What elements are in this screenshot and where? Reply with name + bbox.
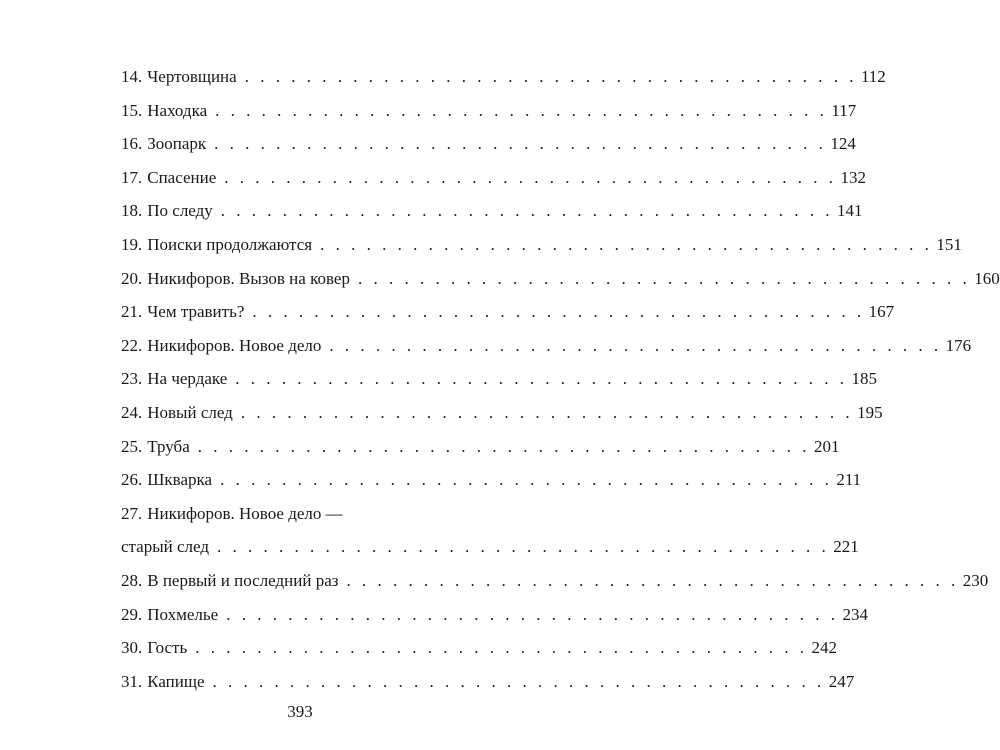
dot-leader: . . . . . . . . . . . . . . . . . . . . . . . . . . . . . . . . . . . . . . . . [217,537,830,557]
toc-entry-number: 23. [121,369,143,389]
dot-leader: . . . . . . . . . . . . . . . . . . . . . . . . . . . . . . . . . . . . . . . . [226,604,839,624]
dot-leader: . . . . . . . . . . . . . . . . . . . . . . . . . . . . . . . . . . . . . . . . [195,638,808,658]
toc-entry-title: Спасение [147,167,217,187]
toc-entry-page: 185 [851,369,878,389]
toc-line [121,598,868,632]
toc-entry [121,60,886,94]
toc-entry-number: 27. [121,503,143,523]
toc-entry [121,194,863,228]
toc-line [121,497,448,531]
toc-entry-number: 22. [121,335,143,355]
toc-entry [121,631,837,665]
dot-leader: . . . . . . . . . . . . . . . . . . . . . . . . . . . . . . . . . . . . . . . . [252,302,865,322]
toc-line [121,530,859,564]
toc-entry-page: 176 [945,335,972,355]
toc-line [121,60,886,94]
toc-entry [121,497,859,564]
dot-leader: . . . . . . . . . . . . . . . . . . . . . . . . . . . . . . . . . . . . . . . . [320,234,933,254]
toc-entry [121,94,857,128]
table-of-contents [121,60,1000,698]
toc-entry-number: 14. [121,67,143,86]
toc-line [121,564,989,598]
toc-line [121,228,962,262]
toc-entry-title: Шкварка [147,470,213,490]
toc-line [121,295,895,329]
toc-entry [121,430,840,464]
toc-entry [121,161,867,195]
toc-entry-page: 221 [833,537,859,557]
toc-entry-page: 201 [813,436,840,456]
toc-line [121,94,857,128]
dot-leader: . . . . . . . . . . . . . . . . . . . . . . . . . . . . . . . . . . . . . . . . [235,369,848,389]
toc-line [121,329,972,363]
toc-entry-page: 234 [842,604,868,624]
toc-line [121,396,883,430]
toc-entry-title: В первый и последний раз [147,570,339,590]
toc-entry [121,396,883,430]
toc-entry-title: старый след [121,537,209,557]
toc-line [121,194,863,228]
toc-entry-number: 30. [121,638,143,658]
toc-entry-title: Новый след [147,402,233,422]
toc-entry-number: 31. [121,671,143,691]
toc-entry-page: 141 [837,201,863,221]
toc-line [121,463,862,497]
toc-line [121,430,840,464]
toc-entry-number: 24. [121,402,143,422]
toc-line [121,127,856,161]
toc-entry-title: Чем травить? [147,302,245,322]
toc-entry-number: 29. [121,604,143,624]
toc-entry-number: 15. [121,100,143,120]
dot-leader: . . . . . . . . . . . . . . . . . . . . . . . . . . . . . . . . . . . . . . . . [357,268,971,288]
toc-entry-title: Гость [147,638,188,658]
dot-leader: . . . . . . . . . . . . . . . . . . . . . . . . . . . . . . . . . . . . . . . . [224,167,837,187]
toc-entry [121,262,1000,296]
toc-entry [121,329,972,363]
toc-entry [121,127,856,161]
toc-entry-page: 242 [811,638,837,658]
toc-entry-title: Поиски продолжаются [147,234,313,254]
dot-leader: . . . . . . . . . . . . . . . . . . . . . . . . . . . . . . . . . . . . . . . . [197,436,810,456]
toc-entry-title: Чертовщина [147,67,237,86]
toc-entry-page: 211 [836,470,862,490]
toc-entry [121,463,862,497]
toc-entry-title: Похмелье [147,604,219,624]
dot-leader: . . . . . . . . . . . . . . . . . . . . . . . . . . . . . . . . . . . . . . . . [329,335,942,355]
toc-entry-number: 21. [121,302,143,322]
toc-entry-title: Никифоров. Новое дело [147,335,322,355]
dot-leader: . . . . . . . . . . . . . . . . . . . . . . . . . . . . . . . . . . . . . . . . [214,134,827,154]
toc-line [121,631,837,665]
toc-entry-title: Труба [147,436,190,456]
toc-entry-title: Зоопарк [147,134,207,154]
toc-entry-page: 247 [828,671,855,691]
toc-entry-title: Находка [147,100,208,120]
toc-entry-page: 124 [830,134,856,154]
toc-entry-page: 132 [840,167,867,187]
dot-leader: . . . . . . . . . . . . . . . . . . . . . . . . . . . . . . . . . . . . . . . . [220,470,833,490]
toc-entry [121,665,855,699]
toc-line [121,161,867,195]
dot-leader: . . . . . . . . . . . . . . . . . . . . . . . . . . . . . . . . . . . . . . . . [244,67,857,86]
toc-entry-number: 16. [121,134,143,154]
toc-entry [121,564,989,598]
toc-entry-page: 112 [860,67,886,86]
dot-leader: . . . . . . . . . . . . . . . . . . . . . . . . . . . . . . . . . . . . . . . . [240,402,854,422]
toc-entry-number: 19. [121,234,143,254]
toc-entry-page: 160 [974,268,1000,288]
dot-leader: . . . . . . . . . . . . . . . . . . . . . . . . . . . . . . . . . . . . . . . . [220,201,834,221]
toc-entry [121,362,878,396]
toc-entry-page: 151 [936,234,962,254]
dot-leader: . . . . . . . . . . . . . . . . . . . . . . . . . . . . . . . . . . . . . . . . [346,570,959,590]
toc-entry-number: 20. [121,268,143,288]
toc-entry-number: 17. [121,167,143,187]
toc-entry-number: 18. [121,201,143,221]
toc-entry-title: Никифоров. Новое дело — [147,503,343,523]
toc-entry [121,598,868,632]
toc-entry-page: 117 [831,100,857,120]
toc-line [121,262,1000,296]
toc-line [121,665,855,699]
toc-entry-number: 28. [121,570,143,590]
toc-entry-number: 25. [121,436,143,456]
toc-entry-page: 195 [857,402,883,422]
toc-entry-title: По следу [147,201,213,221]
toc-entry-title: Никифоров. Вызов на ковер [147,268,350,288]
dot-leader: . . . . . . . . . . . . . . . . . . . . . . . . . . . . . . . . . . . . . . . . [215,100,828,120]
toc-entry-title: На чердаке [147,369,228,389]
toc-entry-number: 26. [121,470,143,490]
dot-leader: . . . . . . . . . . . . . . . . . . . . . . . . . . . . . . . . . . . . . . . . [212,671,825,691]
toc-entry [121,295,895,329]
toc-entry-title: Капище [147,671,205,691]
page-number: 393 [287,702,313,721]
toc-entry-page: 167 [868,302,895,322]
toc-entry [121,228,962,262]
toc-line [121,362,878,396]
toc-entry-page: 230 [962,570,989,590]
